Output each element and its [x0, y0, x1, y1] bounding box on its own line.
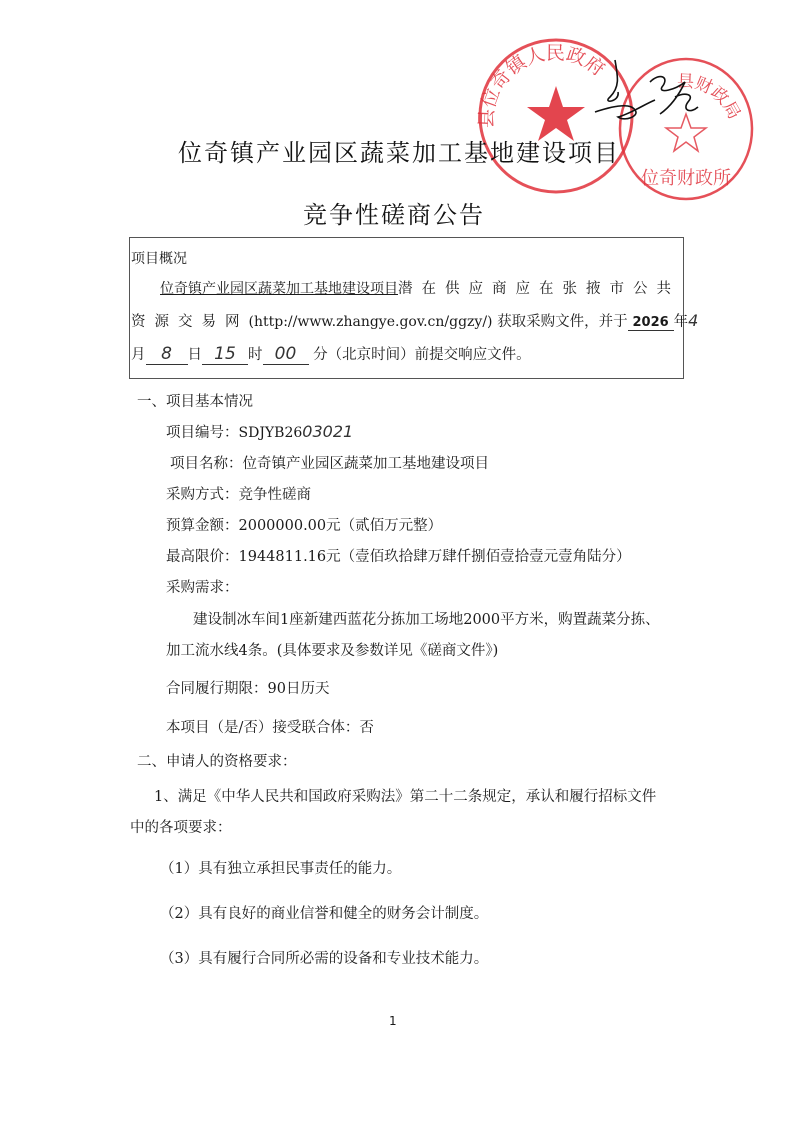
overview-line2-prefix: 资源交易网 — [131, 314, 249, 330]
demand-line1: 建设制冰车间1座新建西蓝花分拣加工场地2000平方米，购置蔬菜分拣、 — [193, 612, 660, 628]
deadline-month: 4 — [688, 311, 699, 330]
budget-label: 预算金额： — [166, 518, 239, 534]
document-title-line2: 竞争性磋商公告 — [303, 201, 485, 229]
overview-heading: 项目概况 — [131, 251, 187, 267]
method-label: 采购方式： — [166, 487, 239, 503]
demand-line2: 加工流水线4条。(具体要求及参数详见《磋商文件》) — [166, 643, 499, 659]
consortium-statement: 本项目（是/否）接受联合体：否 — [166, 720, 374, 736]
section2-heading: 二、申请人的资格要求： — [137, 754, 297, 770]
requirement1-line2: 中的各项要求： — [130, 820, 232, 836]
overview-project-name: 位奇镇产业园区蔬菜加工基地建设项目 — [160, 281, 398, 297]
project-no-label: 项目编号： — [166, 425, 239, 441]
document-title-line1: 位奇镇产业园区蔬菜加工基地建设项目 — [178, 139, 620, 167]
project-no-printed: SDJYB26 — [238, 425, 303, 441]
year-unit: 年 — [673, 314, 689, 330]
requirement1-line1: 1、满足《中华人民共和国政府采购法》第二十二条规定，承认和履行招标文件 — [154, 789, 657, 805]
section1-heading: 一、项目基本情况 — [137, 394, 253, 410]
deadline-year: 2026 — [628, 315, 674, 331]
seal-text: 县位奇镇人民政府 — [475, 42, 609, 129]
contract-period: 合同履行期限：90日历天 — [166, 681, 330, 697]
max-price-label: 最高限价： — [166, 549, 239, 565]
minute-unit: 分 — [313, 347, 328, 363]
requirement-item: （1）具有独立承担民事责任的能力。 — [160, 861, 402, 877]
requirement-item: （3）具有履行合同所必需的设备和专业技术能力。 — [160, 951, 489, 967]
method-value: 竞争性磋商 — [238, 487, 311, 503]
overview-line3-rest: （北京时间）前提交响应文件。 — [327, 347, 531, 363]
demand-label: 采购需求： — [166, 580, 239, 596]
project-name-value: 位奇镇产业园区蔬菜加工基地建设项目 — [242, 456, 489, 472]
overview-line2-mid: 获取采购文件，并于 — [497, 314, 628, 330]
deadline-minute: 00 — [263, 344, 309, 365]
day-unit: 日 — [187, 347, 202, 363]
hour-unit: 时 — [248, 347, 263, 363]
project-no-handwritten: 03021 — [302, 422, 354, 441]
requirement-item: （2）具有良好的商业信誉和健全的财务会计制度。 — [160, 906, 489, 922]
page-number: 1 — [389, 1014, 397, 1028]
seal-text-top: 县财政局 — [676, 71, 745, 123]
handwritten-signature — [590, 52, 710, 137]
project-name-label: 项目名称： — [170, 456, 243, 472]
deadline-day: 8 — [146, 344, 188, 365]
max-price-value: 1944811.16元（壹佰玖拾肆万肆仟捌佰壹拾壹元壹角陆分） — [238, 549, 631, 565]
month-unit: 月 — [131, 347, 146, 363]
budget-value: 2000000.00元（贰佰万元整） — [238, 518, 443, 534]
seal-text-bottom: 位奇财政所 — [641, 168, 731, 189]
deadline-hour: 15 — [202, 344, 248, 365]
overview-line1-rest: 潜在供应商应在张掖市公共 — [398, 281, 680, 297]
overview-url: (http://www.zhangye.gov.cn/ggzy/) — [248, 314, 493, 330]
